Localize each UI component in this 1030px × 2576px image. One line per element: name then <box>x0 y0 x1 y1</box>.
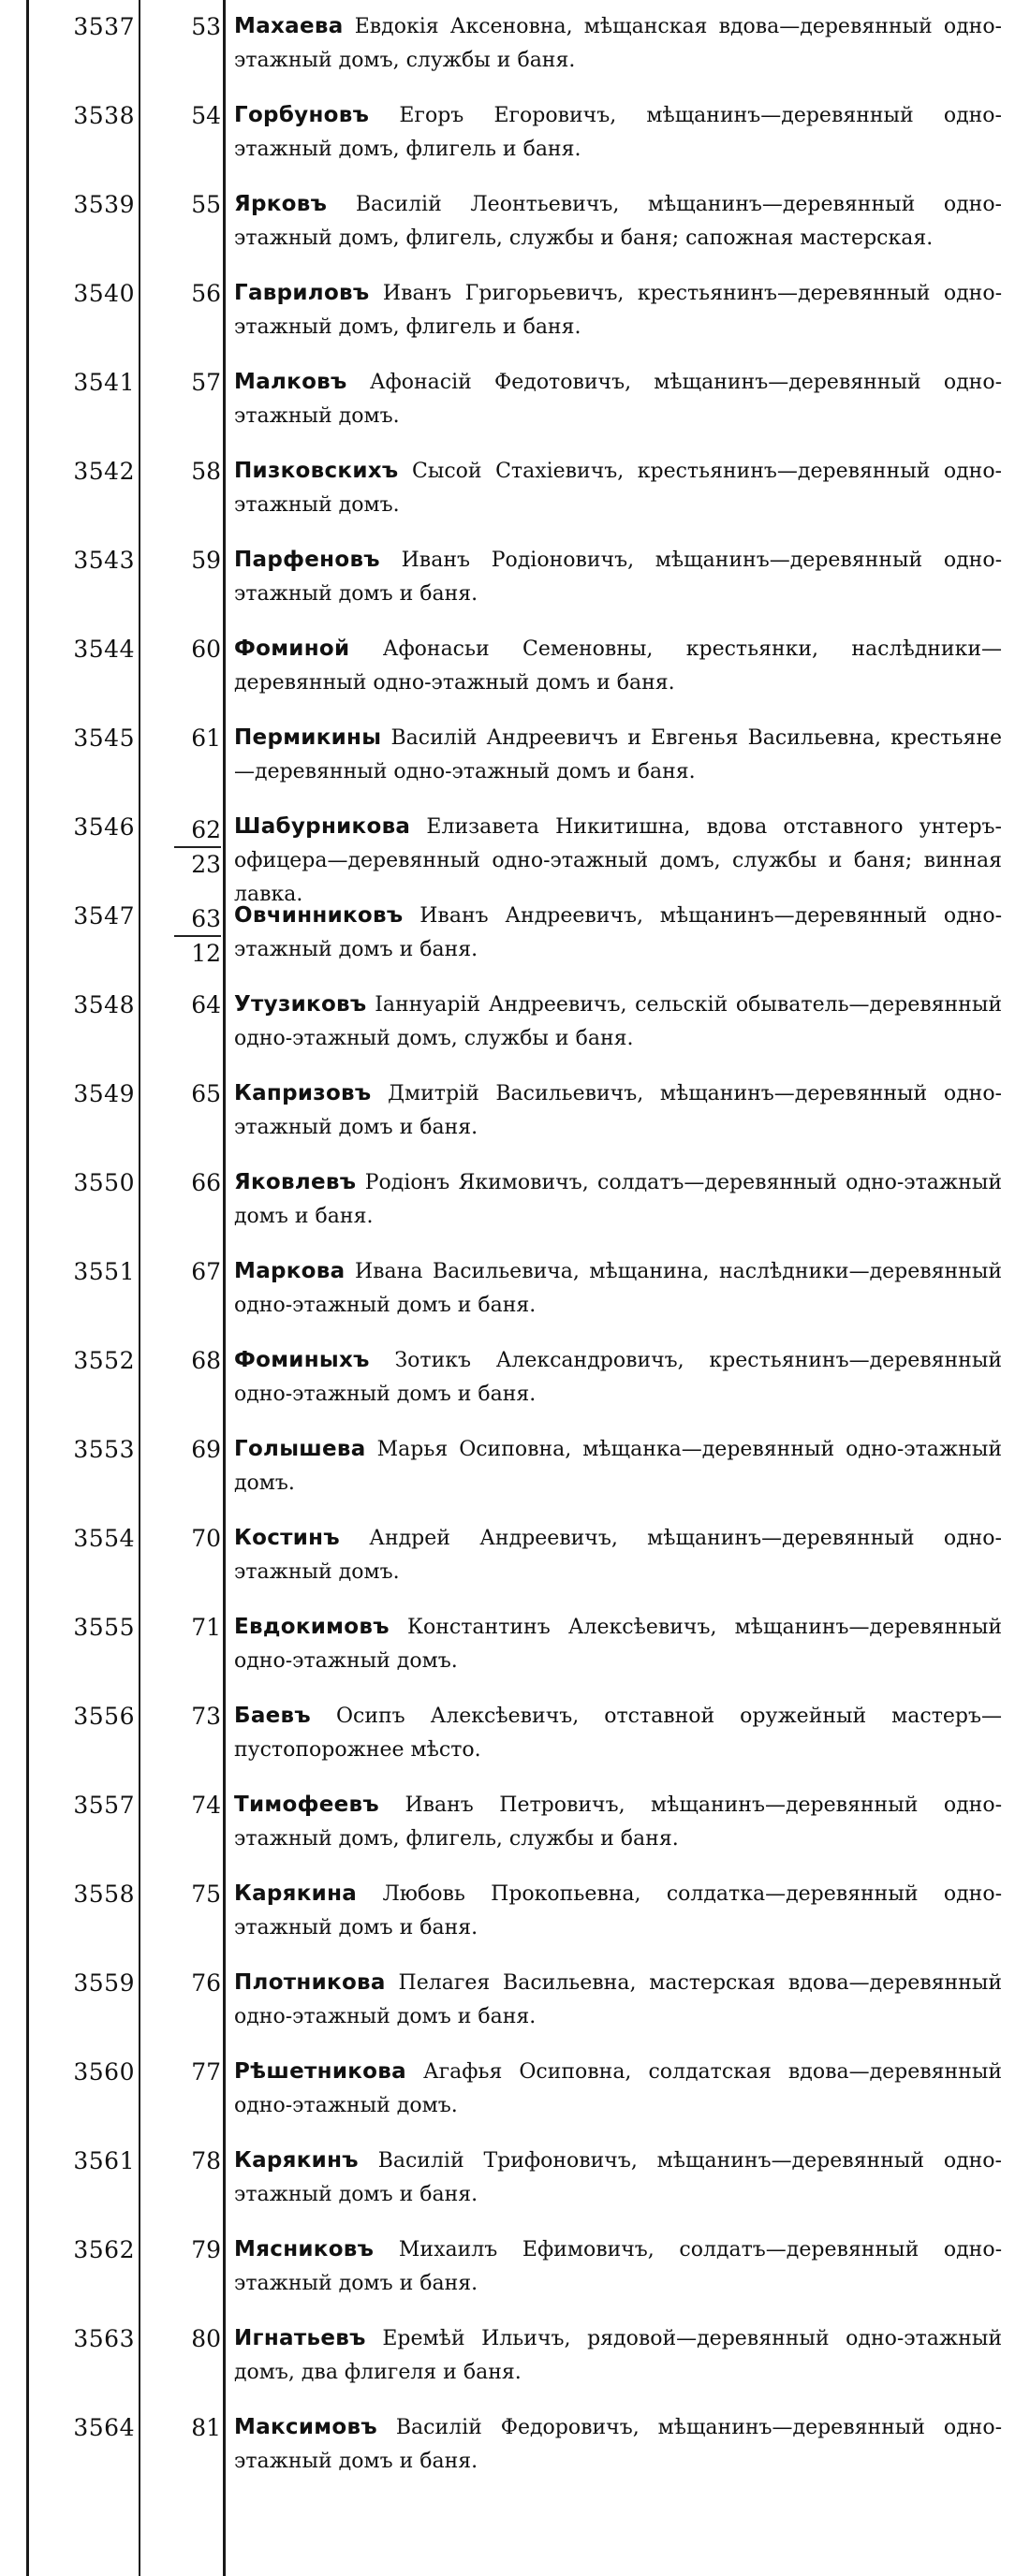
owner-surname: Фоминой <box>234 637 350 661</box>
owner-surname: Гавриловъ <box>234 281 370 305</box>
owner-description <box>234 187 1002 256</box>
property-details: Константинъ Алексѣевичъ, мѣщанинъ—деревянный одно-этажный домъ. <box>234 1616 1002 1673</box>
owner-description <box>234 2321 1002 2390</box>
owner-description <box>234 98 1002 167</box>
house-number: 59 <box>191 547 221 574</box>
property-details: Андрей Андреевичъ, мѣщанинъ—деревянный одно-этажный домъ. <box>234 1527 1002 1584</box>
owner-description <box>234 721 1002 789</box>
register-number: 3545 <box>73 724 135 752</box>
register-number: 3560 <box>73 2058 135 2086</box>
owner-surname: Максимовъ <box>234 2415 377 2439</box>
owner-surname: Малковъ <box>234 370 347 394</box>
owner-surname: Махаева <box>234 14 344 38</box>
house-number: 71 <box>191 1614 221 1641</box>
property-details: Сысой Стахіевичъ, крестьянинъ—деревянный одно-этажный домъ. <box>234 460 1002 517</box>
register-entry <box>0 182 1030 271</box>
register-number: 3546 <box>73 813 135 841</box>
owner-surname: Костинъ <box>234 1526 340 1550</box>
house-number: 61 <box>191 724 221 752</box>
register-entry <box>0 893 1030 982</box>
house-number-denominator: 12 <box>174 935 221 970</box>
register-number: 3551 <box>73 1258 135 1285</box>
register-entry <box>0 1960 1030 2049</box>
owner-surname: Пермикины <box>234 725 382 750</box>
property-details: Агафья Осиповна, солдатская вдова—деревянный одно-этажный домъ. <box>234 2060 1002 2117</box>
property-details: Василій Андреевичъ и Евгенья Васильевна, крестьяне—деревянный одно-этажный домъ и баня. <box>234 726 1003 783</box>
property-details: Еремѣй Ильичъ, рядовой—деревянный одно-этажный домъ, два флигеля и баня. <box>234 2327 1002 2384</box>
owner-description <box>234 1165 1002 1234</box>
owner-description <box>234 632 1002 700</box>
owner-surname: Овчинниковъ <box>234 903 404 928</box>
register-number: 3556 <box>73 1703 135 1730</box>
house-number: 57 <box>191 369 221 396</box>
house-number-denominator: 23 <box>174 846 221 881</box>
house-number: 75 <box>191 1881 221 1908</box>
register-entry <box>0 2227 1030 2316</box>
property-details: Елизавета Никитишна, вдова отставного унтеръ-офицера—деревянный одно-этажный домъ, службы и баня; винная лавка. <box>234 815 1002 906</box>
property-details: Пелагея Васильевна, мастерская вдова—деревянный одно-этажный домъ и баня. <box>234 1971 1002 2028</box>
owner-surname: Парфеновъ <box>234 548 380 572</box>
owner-description <box>234 1966 1002 2034</box>
owner-surname: Ярковъ <box>234 192 328 216</box>
owner-description <box>234 899 1002 967</box>
register-number: 3549 <box>73 1080 135 1107</box>
owner-description <box>234 1788 1002 1856</box>
register-entry <box>0 2405 1030 2494</box>
register-entry <box>0 4 1030 93</box>
register-entry <box>0 1249 1030 1338</box>
property-details: Иванъ Родіоновичъ, мѣщанинъ—деревянный одно-этажный домъ и баня. <box>234 549 1002 606</box>
house-number: 67 <box>191 1258 221 1285</box>
register-entry <box>0 1427 1030 1515</box>
owner-description <box>234 1521 1002 1589</box>
register-number: 3542 <box>73 458 135 485</box>
register-number: 3558 <box>73 1881 135 1908</box>
owner-description <box>234 1699 1002 1767</box>
property-details: Дмитрій Васильевичъ, мѣщанинъ—деревянный одно-этажный домъ и баня. <box>234 1082 1002 1139</box>
owner-description <box>234 543 1002 611</box>
register-number: 3538 <box>73 102 135 129</box>
owner-description <box>234 1254 1002 1323</box>
house-number: 63 <box>191 905 221 932</box>
owner-surname: Карякинъ <box>234 2148 359 2173</box>
register-number: 3554 <box>73 1525 135 1552</box>
property-details: Ивана Васильевича, мѣщанина, наслѣдники—деревянный одно-этажный домъ и баня. <box>234 1260 1003 1317</box>
owner-description <box>234 1432 1002 1500</box>
owner-surname: Пизковскихъ <box>234 459 399 483</box>
register-number: 3562 <box>73 2236 135 2263</box>
owner-description <box>234 1076 1002 1145</box>
register-entry <box>0 1160 1030 1249</box>
house-number: 66 <box>191 1169 221 1196</box>
register-entry <box>0 1604 1030 1693</box>
house-number: 77 <box>191 2058 221 2086</box>
house-number: 62 <box>191 816 221 843</box>
register-number: 3544 <box>73 636 135 663</box>
register-entry <box>0 1782 1030 1871</box>
register-number: 3564 <box>73 2414 135 2441</box>
owner-surname: Капризовъ <box>234 1081 372 1105</box>
owner-description <box>234 2144 1002 2212</box>
property-details: Егоръ Егоровичъ, мѣщанинъ—деревянный одно-этажный домъ, флигель и баня. <box>234 104 1002 161</box>
register-number: 3543 <box>73 547 135 574</box>
register-entries <box>0 4 1030 2494</box>
register-entry <box>0 2049 1030 2138</box>
property-details: Василій Федоровичъ, мѣщанинъ—деревянный одно-этажный домъ и баня. <box>234 2416 1003 2473</box>
property-details: Михаилъ Ефимовичъ, солдатъ—деревянный одно-этажный домъ и баня. <box>234 2238 1002 2295</box>
house-number: 58 <box>191 458 221 485</box>
property-details: Иванъ Петровичъ, мѣщанинъ—деревянный одно-этажный домъ, флигель, службы и баня. <box>234 1793 1002 1851</box>
property-details: Иванъ Григорьевичъ, крестьянинъ—деревянный одно-этажный домъ, флигель и баня. <box>234 282 1003 339</box>
owner-surname: Утузиковъ <box>234 992 367 1017</box>
owner-description <box>234 454 1002 522</box>
register-number: 3539 <box>73 191 135 218</box>
owner-description <box>234 2410 1002 2479</box>
house-number: 65 <box>191 1080 221 1107</box>
owner-surname: Шабурникова <box>234 814 411 839</box>
owner-surname: Мясниковъ <box>234 2237 375 2261</box>
house-number: 70 <box>191 1525 221 1552</box>
register-number: 3540 <box>73 280 135 307</box>
owner-surname: Горбуновъ <box>234 103 370 127</box>
property-details: Афонасьи Семеновны, крестьянки, наслѣдники—деревянный одно-этажный домъ и баня. <box>234 637 1002 695</box>
property-details: Осипъ Алексѣевичъ, отставной оружейный мастеръ—пустопорожнее мѣсто. <box>234 1705 1002 1762</box>
house-number: 54 <box>191 102 221 129</box>
register-entry <box>0 1693 1030 1782</box>
owner-surname: Тимофеевъ <box>234 1793 379 1817</box>
register-number: 3559 <box>73 1969 135 1997</box>
house-number: 79 <box>191 2236 221 2263</box>
register-number: 3550 <box>73 1169 135 1196</box>
property-details: Зотикъ Александровичъ, крестьянинъ—деревянный одно-этажный домъ и баня. <box>234 1349 1002 1406</box>
house-number-fraction <box>174 813 221 881</box>
register-number: 3557 <box>73 1792 135 1819</box>
register-number: 3553 <box>73 1436 135 1463</box>
register-entry <box>0 804 1030 906</box>
house-number: 78 <box>191 2147 221 2174</box>
property-details: Родіонъ Якимовичъ, солдатъ—деревянный одно-этажный домъ и баня. <box>234 1171 1002 1228</box>
house-number: 80 <box>191 2325 221 2352</box>
owner-description <box>234 2055 1002 2123</box>
owner-surname: Игнатьевъ <box>234 2326 366 2350</box>
property-details: Василій Леонтьевичъ, мѣщанинъ—деревянный одно-этажный домъ, флигель, службы и баня; сапожная мастерская. <box>234 193 1002 250</box>
register-entry <box>0 2316 1030 2405</box>
house-number: 69 <box>191 1436 221 1463</box>
owner-surname: Плотникова <box>234 1970 386 1995</box>
owner-surname: Баевъ <box>234 1704 311 1728</box>
register-number: 3555 <box>73 1614 135 1641</box>
register-entry <box>0 715 1030 804</box>
house-number: 76 <box>191 1969 221 1997</box>
register-entry <box>0 626 1030 715</box>
register-number: 3548 <box>73 991 135 1018</box>
owner-surname: Евдокимовъ <box>234 1615 390 1639</box>
register-entry <box>0 1338 1030 1427</box>
property-details: Іаннуарій Андреевичъ, сельскій обыватель—деревянный одно-этажный домъ, службы и баня. <box>234 993 1002 1050</box>
register-entry <box>0 537 1030 626</box>
property-details: Василій Трифоновичъ, мѣщанинъ—деревянный одно-этажный домъ и баня. <box>234 2149 1002 2206</box>
register-entry <box>0 271 1030 359</box>
owner-surname: Карякина <box>234 1881 358 1906</box>
house-number: 64 <box>191 991 221 1018</box>
property-details: Любовь Прокопьевна, солдатка—деревянный одно-этажный домъ и баня. <box>234 1882 1002 1939</box>
owner-description <box>234 988 1002 1056</box>
house-number: 73 <box>191 1703 221 1730</box>
house-number: 74 <box>191 1792 221 1819</box>
house-number-fraction <box>174 902 221 970</box>
register-entry <box>0 2138 1030 2227</box>
owner-surname: Яковлевъ <box>234 1170 357 1194</box>
house-number: 55 <box>191 191 221 218</box>
house-number: 53 <box>191 13 221 40</box>
register-entry <box>0 448 1030 537</box>
property-details: Марья Осиповна, мѣщанка—деревянный одно-этажный домъ. <box>234 1438 1002 1495</box>
owner-surname: Голышева <box>234 1437 366 1461</box>
property-details: Афонасій Федотовичъ, мѣщанинъ—деревянный одно-этажный домъ. <box>234 371 1002 428</box>
register-number: 3561 <box>73 2147 135 2174</box>
register-entry <box>0 93 1030 182</box>
owner-description <box>234 2232 1002 2301</box>
register-number: 3537 <box>73 13 135 40</box>
register-number: 3547 <box>73 902 135 929</box>
owner-surname: Маркова <box>234 1259 346 1283</box>
owner-description <box>234 276 1002 344</box>
register-entry <box>0 1871 1030 1960</box>
owner-surname: Рѣшетникова <box>234 2059 406 2084</box>
owner-description <box>234 1343 1002 1412</box>
house-number: 68 <box>191 1347 221 1374</box>
house-number: 56 <box>191 280 221 307</box>
owner-surname: Фоминыхъ <box>234 1348 370 1372</box>
register-entry <box>0 359 1030 448</box>
house-number: 81 <box>191 2414 221 2441</box>
register-entry <box>0 1071 1030 1160</box>
property-details: Евдокія Аксеновна, мѣщанская вдова—деревянный одно-этажный домъ, службы и баня. <box>234 15 1002 72</box>
register-number: 3541 <box>73 369 135 396</box>
property-details: Иванъ Андреевичъ, мѣщанинъ—деревянный одно-этажный домъ и баня. <box>234 904 1002 961</box>
register-entry <box>0 1515 1030 1604</box>
owner-description <box>234 1877 1002 1945</box>
owner-description <box>234 9 1002 78</box>
register-entry <box>0 982 1030 1071</box>
house-number: 60 <box>191 636 221 663</box>
owner-description <box>234 365 1002 433</box>
register-number: 3552 <box>73 1347 135 1374</box>
register-number: 3563 <box>73 2325 135 2352</box>
owner-description <box>234 1610 1002 1678</box>
